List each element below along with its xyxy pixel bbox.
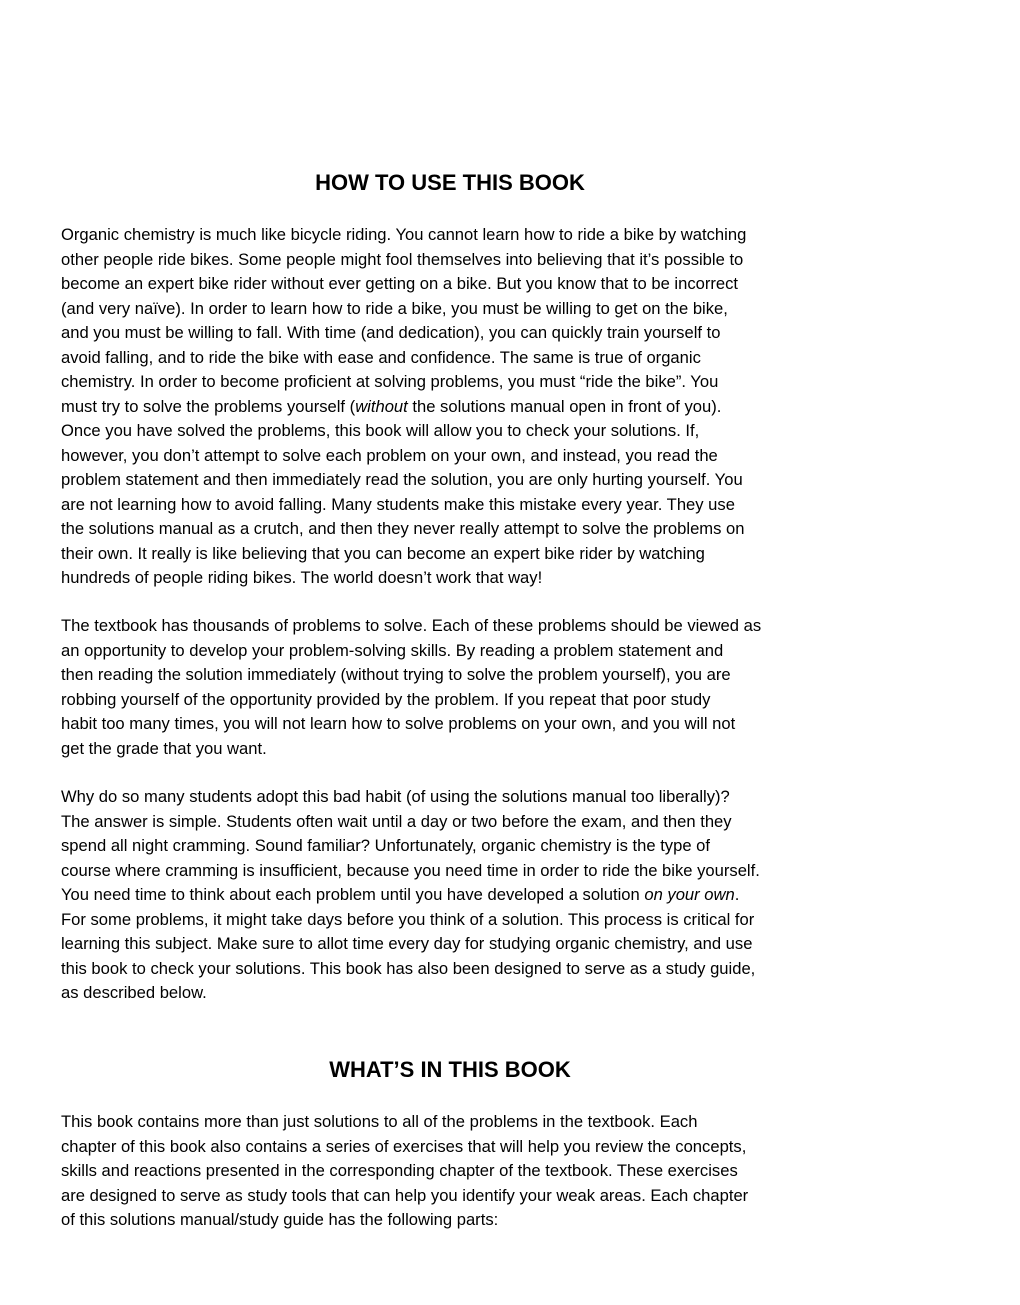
text-line: The answer is simple. Students often wait until a day or two before the exam, and then they xyxy=(61,811,732,831)
text-line: The textbook has thousands of problems to solve. Each of these problems should be viewed as xyxy=(61,616,762,635)
text-line: as described below. xyxy=(61,983,207,1002)
text-line: avoid falling, and to ride the bike with ease and confidence. The same is true of organic xyxy=(61,347,701,367)
text-line: are designed to serve as study tools that can help you identify your weak areas. Each chapter xyxy=(61,1185,749,1205)
text-run: . xyxy=(734,885,740,904)
text-line: their own. It really is like believing that you can become an expert bike rider by watching xyxy=(61,543,705,563)
text-line: Once you have solved the problems, this book will allow you to check your solutions. If, xyxy=(61,421,700,440)
emphasis-text: without xyxy=(355,396,408,416)
text-line: For some problems, it might take days before you think of a solution. This process is critical for xyxy=(61,909,755,929)
text-line: problem statement and then immediately read the solution, you are only hurting yourself. You xyxy=(61,470,743,489)
text-line: the solutions manual as a crutch, and then they never really attempt to solve the problems on xyxy=(61,519,745,538)
text-line: hundreds of people riding bikes. The world doesn’t work that way! xyxy=(61,568,543,587)
text-line: become an expert bike rider without ever getting on a bike. But you know that to be incorrect xyxy=(61,274,739,293)
text-line: are not learning how to avoid falling. Many students make this mistake every year. They use xyxy=(61,494,735,514)
text-line: of this solutions manual/study guide has the following parts: xyxy=(61,1210,499,1229)
text-line: skills and reactions presented in the corresponding chapter of the textbook. These exercises xyxy=(61,1161,738,1180)
text-line: Organic chemistry is much like bicycle riding. You cannot learn how to ride a bike by watching xyxy=(61,225,747,244)
text-line: Why do so many students adopt this bad habit (of using the solutions manual too liberally)? xyxy=(61,787,730,806)
text-line: other people ride bikes. Some people might fool themselves into believing that it’s possible to xyxy=(61,249,744,269)
text-line: course where cramming is insufficient, because you need time in order to ride the bike yourself. xyxy=(61,860,760,880)
text-line: chapter of this book also contains a series of exercises that will help you review the concepts, xyxy=(61,1136,747,1156)
text-line: robbing yourself of the opportunity provided by the problem. If you repeat that poor study xyxy=(61,689,711,709)
text-line: get the grade that you want. xyxy=(61,738,267,758)
paragraph-bicycle-analogy xyxy=(61,223,851,591)
section-title-whats-in: WHAT’S IN THIS BOOK xyxy=(329,1057,571,1082)
paragraph-bad-habit xyxy=(61,785,851,1006)
text-line: however, you don’t attempt to solve each problem on your own, and instead, you read the xyxy=(61,445,718,465)
text-line: then reading the solution immediately (without trying to solve the problem yourself), you are xyxy=(61,665,731,684)
text-run: You need time to think about each problem until you have developed a solution xyxy=(61,885,645,904)
text-line: learning this subject. Make sure to allot time every day for studying organic chemistry, and use xyxy=(61,934,753,953)
text-line: this book to check your solutions. This book has also been designed to serve as a study guide, xyxy=(61,958,756,978)
text-run: must try to solve the problems yourself ( xyxy=(61,396,356,416)
text-line: habit too many times, you will not learn how to solve problems on your own, and you will not xyxy=(61,714,736,733)
text-line: chemistry. In order to become proficient at solving problems, you must “ride the bike”. You xyxy=(61,372,719,391)
paragraph-book-contents xyxy=(61,1110,851,1233)
text-line-with-emphasis xyxy=(61,883,851,908)
emphasis-text: on your own xyxy=(644,885,735,904)
paragraph-thousands-of-problems xyxy=(61,614,851,761)
text-line: This book contains more than just solutions to all of the problems in the textbook. Each xyxy=(61,1112,698,1131)
text-line: (and very naïve). In order to learn how to ride a bike, you must be willing to get on the bike, xyxy=(61,298,728,318)
text-line: an opportunity to develop your problem-solving skills. By reading a problem statement and xyxy=(61,640,724,660)
text-line: spend all night cramming. Sound familiar? Unfortunately, organic chemistry is the type of xyxy=(61,836,711,855)
text-line-with-emphasis xyxy=(61,395,851,420)
section-title-how-to-use: HOW TO USE THIS BOOK xyxy=(315,170,585,195)
text-run: the solutions manual open in front of you). xyxy=(407,396,722,416)
text-line: and you must be willing to fall. With time (and dedication), you can quickly train yourself to xyxy=(61,323,721,342)
